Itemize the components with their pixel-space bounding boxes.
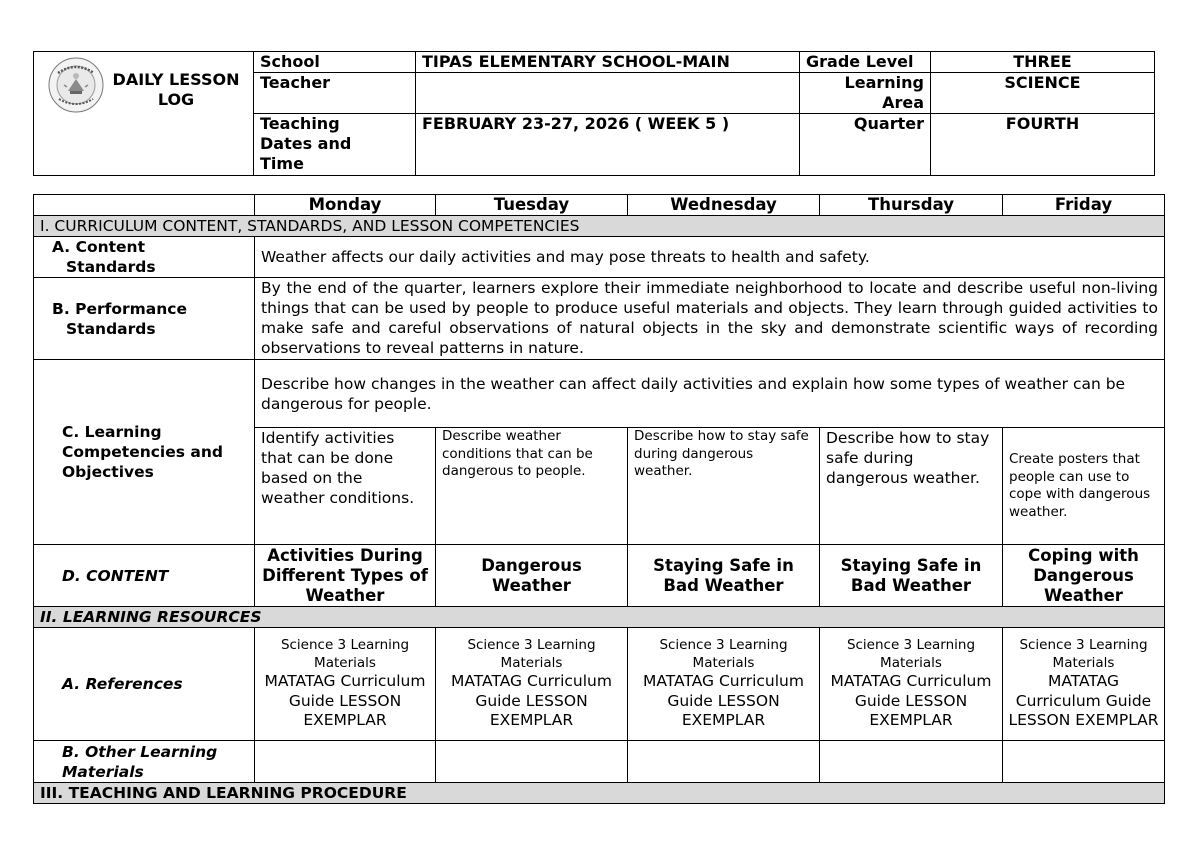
title-line-1: DAILY LESSON — [112, 70, 240, 89]
day-thursday: Thursday — [820, 195, 1003, 216]
section-heading-curriculum: I. CURRICULUM CONTENT, STANDARDS, AND LESSON COMPETENCIES — [34, 216, 1165, 237]
objective-wednesday: Describe how to stay safe during dangerous weather. — [628, 428, 820, 545]
area-label-line-1: Learning — [844, 73, 924, 92]
day-monday: Monday — [255, 195, 436, 216]
references-tuesday-line-2: MATATAG Curriculum Guide LESSON EXEMPLAR — [451, 672, 612, 730]
performance-standards-text: By the end of the quarter, learners explore their immediate neighborhood to locate and describe useful non-living things that can be used by people to produce useful materials and objects. They learn through guided activities to make safe and careful observations of natural objects in the sky and demonstrate scientific ways of recording observations to reveal patterns in nature. — [255, 278, 1165, 360]
competencies-label-line-3: Objectives — [62, 463, 154, 481]
content-thursday: Staying Safe in Bad Weather — [820, 545, 1003, 607]
references-tuesday-line-1: Science 3 Learning Materials — [467, 637, 596, 671]
references-wednesday-line-1: Science 3 Learning Materials — [659, 637, 788, 671]
school-value: TIPAS ELEMENTARY SCHOOL-MAIN — [416, 52, 800, 73]
competencies-general-text: Describe how changes in the weather can affect daily activities and explain how some types of weather can be dangerous for people. — [255, 360, 1165, 428]
content-standards-label — [34, 237, 255, 278]
dates-label-line-3: Time — [260, 154, 304, 173]
grade-label: Grade Level — [800, 52, 931, 73]
teacher-label: Teacher — [254, 73, 416, 114]
competencies-label — [34, 360, 255, 545]
performance-standards-label-line-1: B. Performance — [52, 299, 187, 318]
content-standards-label-line-2: Standards — [66, 258, 156, 276]
section-heading-procedure: III. TEACHING AND LEARNING PROCEDURE — [34, 783, 1165, 804]
day-tuesday: Tuesday — [436, 195, 628, 216]
references-thursday-line-1: Science 3 Learning Materials — [846, 637, 976, 671]
quarter-value: FOURTH — [931, 114, 1155, 176]
references-monday — [255, 628, 436, 741]
content-friday: Coping with Dangerous Weather — [1003, 545, 1165, 607]
objective-thursday: Describe how to stay safe during dangerous weather. — [820, 428, 1003, 545]
dates-label — [254, 114, 416, 176]
references-monday-line-1: Science 3 Learning Materials — [280, 637, 410, 671]
competencies-label-line-1: C. Learning — [62, 423, 162, 441]
performance-standards-label-line-2: Standards — [66, 319, 156, 338]
references-monday-line-2: MATATAG Curriculum Guide LESSON EXEMPLAR — [264, 672, 426, 730]
dates-label-line-1: Teaching — [260, 114, 340, 133]
other-materials-wednesday — [628, 741, 820, 783]
references-thursday — [820, 628, 1003, 741]
references-wednesday-line-2: MATATAG Curriculum Guide LESSON EXEMPLAR — [643, 672, 804, 730]
references-label: A. References — [34, 628, 255, 741]
references-tuesday — [436, 628, 628, 741]
grade-value: THREE — [931, 52, 1155, 73]
performance-standards-label — [34, 278, 255, 360]
header-table — [33, 51, 1155, 176]
references-thursday-line-2: MATATAG Curriculum Guide LESSON EXEMPLAR — [830, 672, 992, 730]
references-friday-line-1: Science 3 Learning Materials — [1019, 637, 1148, 671]
area-label — [800, 73, 931, 114]
references-friday-line-2: MATATAG Curriculum Guide LESSON EXEMPLAR — [1008, 672, 1159, 730]
title-line-2: LOG — [157, 90, 195, 109]
logo-title-cell — [34, 52, 254, 176]
deped-seal-icon — [48, 57, 104, 113]
day-header-row — [34, 195, 1165, 216]
content-monday: Activities During Different Types of Weather — [255, 545, 436, 607]
objective-monday: Identify activities that can be done based on the weather conditions. — [255, 428, 436, 545]
objective-tuesday: Describe weather conditions that can be dangerous to people. — [436, 428, 628, 545]
other-materials-tuesday — [436, 741, 628, 783]
quarter-label: Quarter — [800, 114, 931, 176]
dates-value: FEBRUARY 23-27, 2026 ( WEEK 5 ) — [416, 114, 800, 176]
references-friday — [1003, 628, 1165, 741]
other-materials-thursday — [820, 741, 1003, 783]
competencies-label-line-2: Competencies and — [62, 443, 223, 461]
corner-cell — [34, 195, 255, 216]
school-label: School — [254, 52, 416, 73]
objective-friday: Create posters that people can use to cope with dangerous weather. — [1003, 428, 1165, 545]
lesson-table — [33, 194, 1165, 804]
other-materials-friday — [1003, 741, 1165, 783]
area-value: SCIENCE — [931, 73, 1155, 114]
content-tuesday: Dangerous Weather — [436, 545, 628, 607]
other-materials-label — [34, 741, 255, 783]
content-standards-label-line-1: A. Content — [52, 238, 145, 256]
content-label: D. CONTENT — [34, 545, 255, 607]
area-label-line-2: Area — [882, 93, 924, 112]
dates-label-line-2: Dates and — [260, 134, 352, 153]
teacher-value — [416, 73, 800, 114]
other-materials-monday — [255, 741, 436, 783]
day-wednesday: Wednesday — [628, 195, 820, 216]
other-materials-label-line-2: Materials — [62, 762, 144, 781]
other-materials-label-line-1: B. Other Learning — [62, 742, 218, 761]
section-heading-resources: II. LEARNING RESOURCES — [34, 607, 1165, 628]
content-wednesday: Staying Safe in Bad Weather — [628, 545, 820, 607]
content-standards-text: Weather affects our daily activities and may pose threats to health and safety. — [255, 237, 1165, 278]
day-friday: Friday — [1003, 195, 1165, 216]
references-wednesday — [628, 628, 820, 741]
